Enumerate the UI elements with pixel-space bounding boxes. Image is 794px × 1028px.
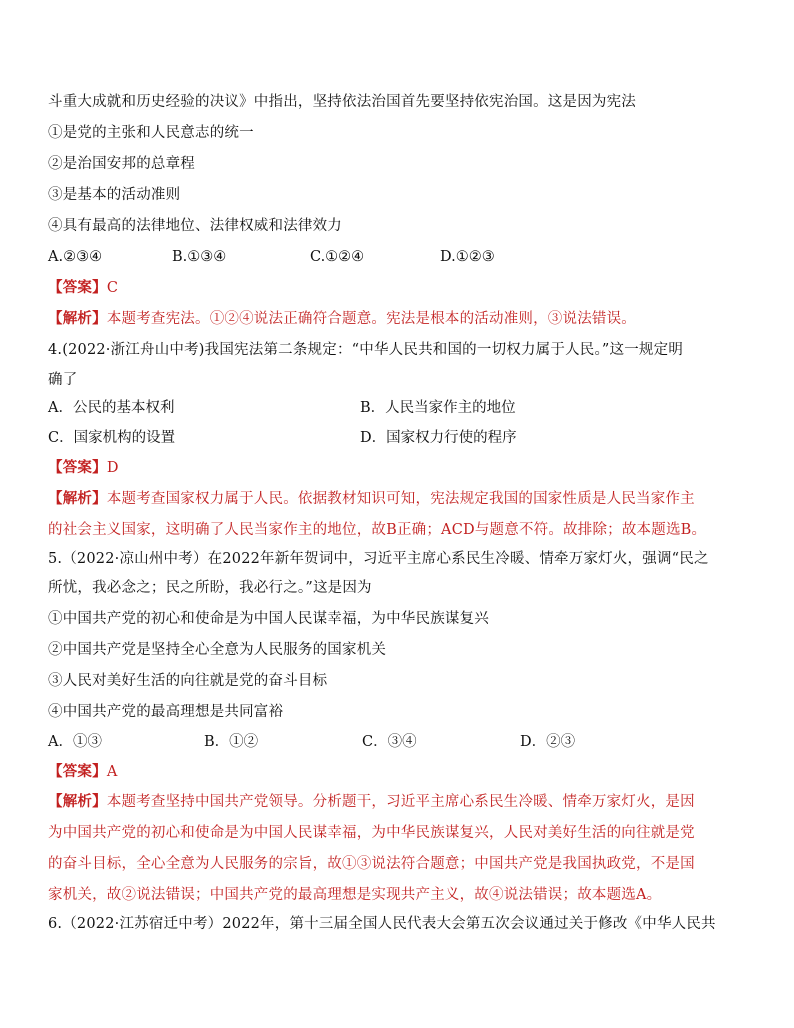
q3-option-c: C.①②④	[310, 249, 365, 265]
q3-option-d: D.①②③	[440, 249, 495, 265]
q5-item-2: ②中国共产党是坚持全心全意为人民服务的国家机关	[48, 642, 387, 658]
analysis-text: 本题考查宪法。①②④说法正确符合题意。宪法是根本的活动准则，③说法错误。	[106, 311, 637, 327]
q4-analysis-line-2: 的社会主义国家，这明确了人民当家作主的地位，故B正确；ACD与题意不符。故排除；故本题选B。	[48, 522, 707, 538]
answer-value: C	[106, 280, 119, 296]
answer-value: A	[106, 764, 118, 780]
q5-analysis-line-3: 的奋斗目标，全心全意为人民服务的宗旨，故①③说法符合题意；中国共产党是我国执政党，不是国	[48, 856, 695, 872]
analysis-tag: 【解析】	[48, 793, 107, 810]
q4-option-a: A．公民的基本权利	[48, 400, 175, 416]
q5-item-1: ①中国共产党的初心和使命是为中国人民谋幸福，为中华民族谋复兴	[48, 611, 489, 627]
q4-stem-line-2: 确了	[48, 372, 78, 388]
q3-analysis	[48, 309, 754, 329]
answer-value: D	[106, 460, 119, 476]
q6-stem-line-1: 6.（2022·江苏宿迁中考）2022年，第十三届全国人民代表大会第五次会议通过关于修改《中华人民共	[48, 916, 716, 932]
q4-option-d: D．国家权力行使的程序	[360, 430, 517, 446]
q4-stem-line-1: 4.(2022·浙江舟山中考)我国宪法第二条规定：“中华人民共和国的一切权力属于人民。”这一规定明	[48, 342, 684, 358]
q3-item-3: ③是基本的活动准则	[48, 187, 181, 203]
q4-option-b: B．人民当家作主的地位	[360, 400, 516, 416]
q5-option-a: A．①③	[48, 734, 102, 750]
analysis-tag: 【解析】	[48, 310, 107, 327]
answer-tag: 【答案】	[48, 459, 107, 476]
q5-item-4: ④中国共产党的最高理想是共同富裕	[48, 704, 284, 720]
q5-option-b: B．①②	[204, 734, 259, 750]
q5-analysis-line-4: 家机关，故②说法错误；中国共产党的最高理想是实现共产主义，故④说法错误；故本题选A。	[48, 887, 662, 903]
q5-option-c: C．③④	[362, 734, 417, 750]
q5-item-3: ③人民对美好生活的向往就是党的奋斗目标	[48, 673, 328, 689]
q4-analysis-line-1	[48, 489, 754, 509]
q3-item-2: ②是治国安邦的总章程	[48, 156, 195, 172]
q5-analysis-line-1	[48, 792, 754, 812]
analysis-text: 本题考查国家权力属于人民。依据教材知识可知，宪法规定我国的国家性质是人民当家作主	[106, 491, 695, 507]
q3-answer	[48, 278, 754, 298]
q5-stem-line-1: 5.（2022·凉山州中考）在2022年新年贺词中，习近平主席心系民生冷暖、情牵万家灯火，强调“民之	[48, 551, 709, 567]
q3-item-1: ①是党的主张和人民意志的统一	[48, 125, 254, 141]
q3-option-b: B.①③④	[172, 249, 227, 265]
q5-option-d: D．②③	[520, 734, 576, 750]
answer-tag: 【答案】	[48, 763, 107, 780]
q4-option-c: C．国家机构的设置	[48, 430, 176, 446]
analysis-text: 本题考查坚持中国共产党领导。分析题干，习近平主席心系民生冷暖、情牵万家灯火，是因	[106, 794, 695, 810]
q3-item-4: ④具有最高的法律地位、法律权威和法律效力	[48, 218, 342, 234]
q3-stem: 斗重大成就和历史经验的决议》中指出，坚持依法治国首先要坚持依宪治国。这是因为宪法	[48, 94, 636, 110]
q4-answer	[48, 458, 754, 478]
q3-option-a: A.②③④	[48, 249, 103, 265]
answer-tag: 【答案】	[48, 279, 107, 296]
q5-stem-line-2: 所忧，我必念之；民之所盼，我必行之。”这是因为	[48, 580, 372, 596]
analysis-tag: 【解析】	[48, 490, 107, 507]
q5-analysis-line-2: 为中国共产党的初心和使命是为中国人民谋幸福，为中华民族谋复兴，人民对美好生活的向往就是党	[48, 825, 695, 841]
q5-answer	[48, 762, 754, 782]
